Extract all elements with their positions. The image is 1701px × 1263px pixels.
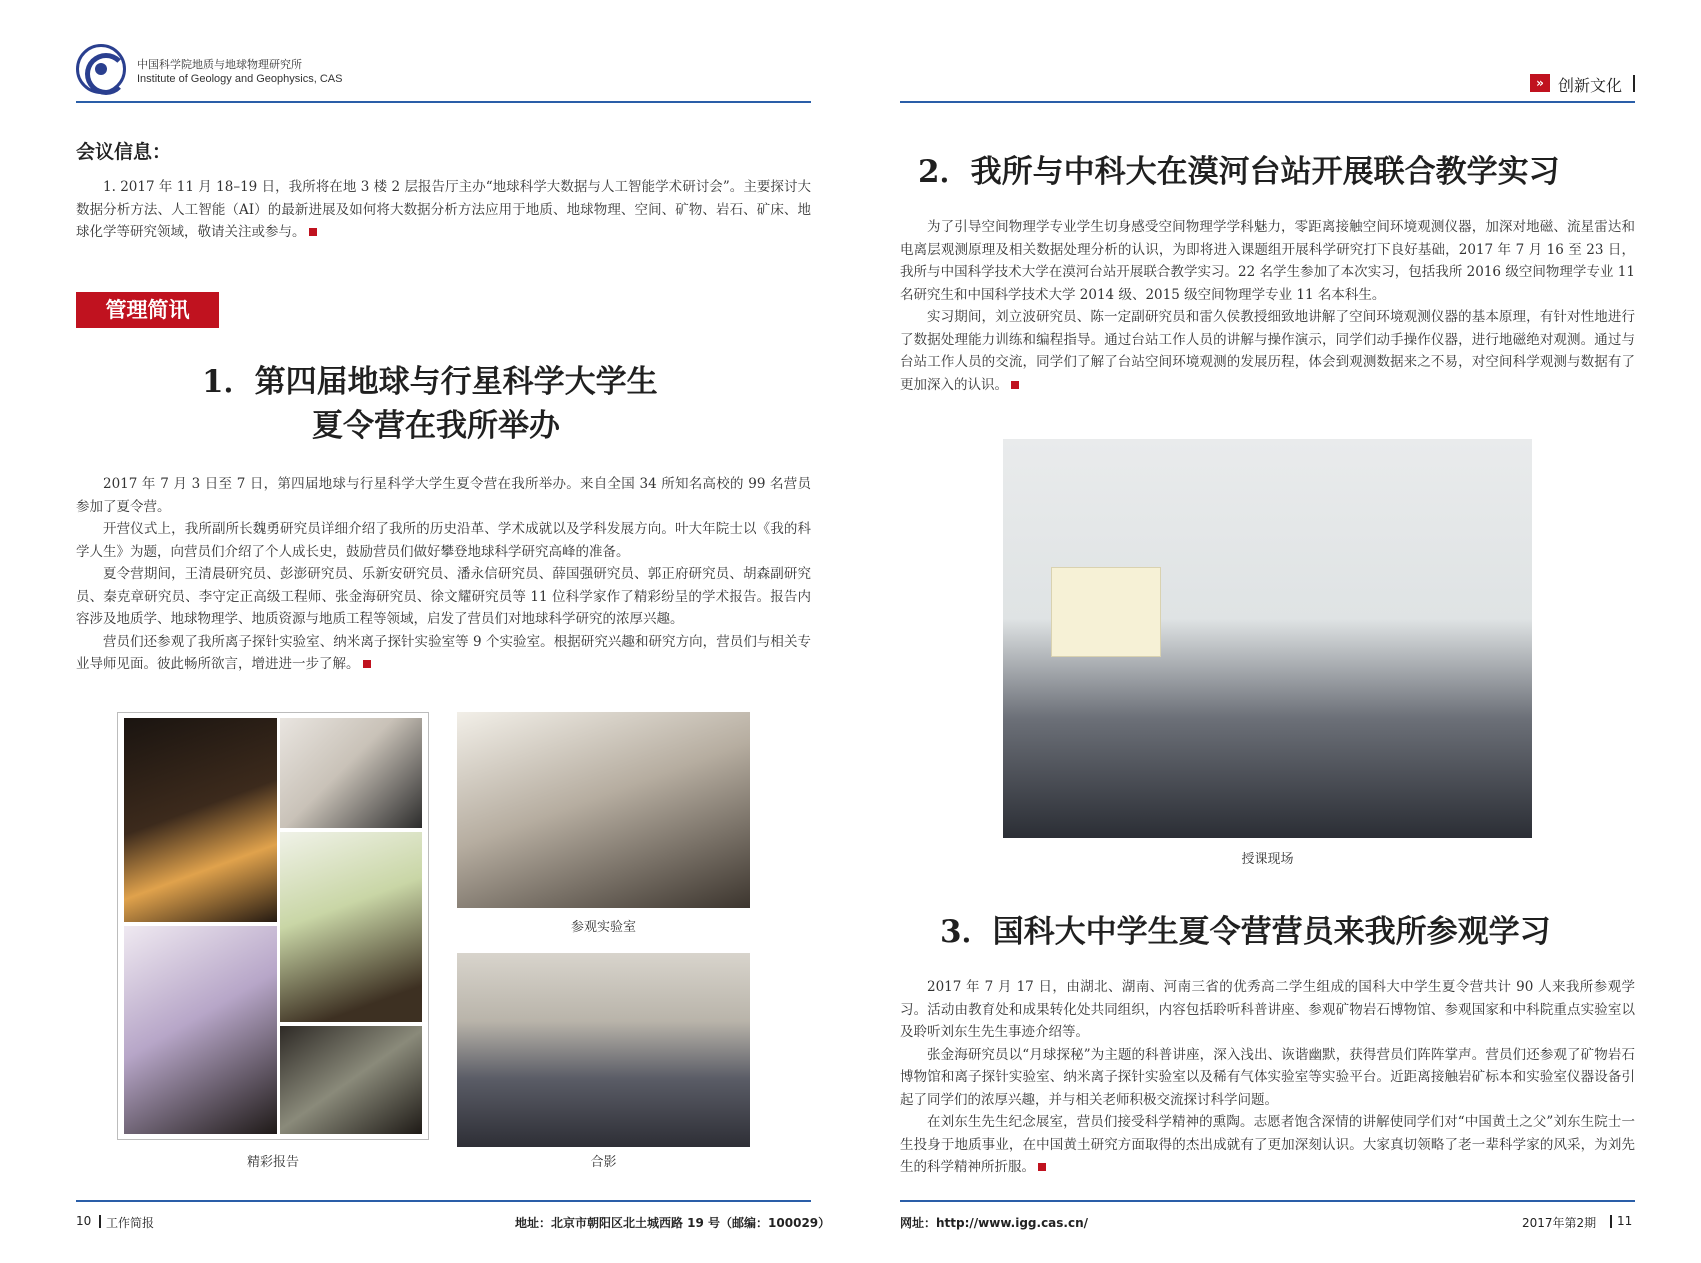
projector-screen xyxy=(1051,567,1161,657)
page-number-left: 10 xyxy=(76,1214,92,1228)
end-mark-icon xyxy=(363,660,371,668)
article3-paragraph: 2017 年 7 月 17 日，由湖北、湖南、河南三省的优秀高二学生组成的国科大中学生夏令营共计 90 人来我所参观学习。活动由教育处和成果转化处共同组织，内容包括聆听科普讲座、参观矿物岩石博物馆、参观国家和中科院重点实验室以及聆听刘东生先生事迹介绍等。 xyxy=(900,979,1635,1040)
article1-paragraph: 开营仪式上，我所副所长魏勇研究员详细介绍了我所的历史沿革、学术成就以及学科发展方向。叶大年院士以《我的科学人生》为题，向营员们介绍了个人成长史，鼓励营员们做好攀登地球科学研究高峰的准备。 xyxy=(76,521,811,560)
article3-title: 3．国科大中学生夏令营营员来我所参观学习 xyxy=(940,914,1551,950)
footer-website: 网址：http://www.igg.cas.cn/ xyxy=(900,1216,1089,1230)
page-number-right: 11 xyxy=(1617,1214,1633,1228)
group-photo xyxy=(457,953,750,1147)
article2-title: 2．我所与中科大在漠河台站开展联合教学实习 xyxy=(918,154,1560,190)
meeting-text xyxy=(76,176,811,244)
meeting-heading: 会议信息： xyxy=(76,141,172,163)
footer-divider xyxy=(99,1215,101,1228)
article1-paragraph: 夏令营期间，王清晨研究员、彭澎研究员、乐新安研究员、潘永信研究员、薛国强研究员、郭正府研究员、胡森副研究员、秦克章研究员、李守定正高级工程师、张金海研究员、徐文耀研究员等 11 位科学家作了精彩纷呈的学术报告。报告内容涉及地质学、地球物理学、地质资源与地质工程等领域，启发了营员们对地球科学研究的浓厚兴趣。 xyxy=(76,566,811,627)
article1-paragraph: 营员们还参观了我所离子探针实验室、纳米离子探针实验室等 9 个实验室。根据研究兴趣和研究方向，营员们与相关专业导师见面。彼此畅所欲言，增进进一步了解。 xyxy=(76,633,811,672)
article2-body xyxy=(900,216,1635,396)
report-photo xyxy=(124,926,277,1134)
double-chevron-icon: » xyxy=(1530,74,1550,92)
article3-body xyxy=(900,976,1635,1179)
caption-classroom: 授课现场 xyxy=(1241,852,1294,867)
org-name-cn: 中国科学院地质与地球物理研究所 xyxy=(137,58,302,71)
report-photo xyxy=(124,718,277,922)
article1-paragraph: 2017 年 7 月 3 日至 7 日，第四届地球与行星科学大学生夏令营在我所举办。来自全国 34 所知名高校的 99 名营员参加了夏令营。 xyxy=(76,476,811,515)
section-label: 创新文化 xyxy=(1558,76,1623,95)
lab-visit-photo xyxy=(457,712,750,908)
article1-title-line1: 1．第四届地球与行星科学大学生 xyxy=(202,364,658,400)
article2-paragraph: 实习期间，刘立波研究员、陈一定副研究员和雷久侯教授细致地讲解了空间环境观测仪器的基本原理，有针对性地进行了数据处理能力训练和编程指导。通过台站工作人员的讲解与操作演示，同学们动手操作仪器，进行地磁绝对观测。通过与台站工作人员的交流，同学们了解了台站空间环境观测的发展历程，体会到观测数据来之不易，对空间科学观测与数据有了更加深入的认识。 xyxy=(900,309,1635,393)
article3-paragraph: 张金海研究员以“月球探秘”为主题的科普讲座，深入浅出、诙谐幽默，获得营员们阵阵掌声。营员们还参观了矿物岩石博物馆和离子探针实验室、纳米离子探针实验室以及稀有气体实验室等实验平台。近距离接触岩矿标本和实验室仪器设备引起了同学们的浓厚兴趣，并与相关老师积极交流探讨科学问题。 xyxy=(900,1046,1635,1108)
institute-logo-icon xyxy=(76,44,126,94)
report-photo xyxy=(280,1026,422,1134)
caption-lab: 参观实验室 xyxy=(570,920,636,935)
report-photo xyxy=(280,832,422,1022)
article3-paragraph: 在刘东生先生纪念展室，营员们接受科学精神的熏陶。志愿者饱含深情的讲解使同学们对“中国黄土之父”刘东生院士一生投身于地质事业，在中国黄土研究方面取得的杰出成就有了更加深刻认识。大家真切领略了老一辈科学家的风采，为刘先生的科学精神所折服。 xyxy=(900,1114,1635,1175)
article1-body xyxy=(76,473,811,676)
issue-label: 2017年第2期 xyxy=(1522,1216,1597,1230)
report-photo xyxy=(280,718,422,828)
section-badge: 管理简讯 xyxy=(76,292,219,328)
header-rule-right xyxy=(900,101,1635,103)
meeting-paragraph: 1. 2017 年 11 月 18–19 日，我所将在地 3 楼 2 层报告厅主办“地球科学大数据与人工智能学术研讨会”。主要探讨大数据分析方法、人工智能（AI）的最新进展及如何将大数据分析方法应用于地质、地球物理、空间、矿物、岩石、矿床、地球化学等研究领域，敬请关注或参与。 xyxy=(76,179,811,240)
footer-divider xyxy=(1610,1215,1612,1228)
end-mark-icon xyxy=(309,228,317,236)
footer-address: 地址：北京市朝阳区北土城西路 19 号（邮编：100029） xyxy=(515,1216,831,1230)
caption-group: 合影 xyxy=(590,1155,617,1170)
footer-rule-left xyxy=(76,1200,811,1202)
end-mark-icon xyxy=(1011,381,1019,389)
article1-title-line2: 夏令营在我所举办 xyxy=(312,408,560,444)
section-divider xyxy=(1633,75,1635,92)
publication-title: 工作简报 xyxy=(106,1216,155,1230)
footer-rule-right xyxy=(900,1200,1635,1202)
end-mark-icon xyxy=(1038,1163,1046,1171)
caption-reports: 精彩报告 xyxy=(246,1155,299,1170)
header-rule-left xyxy=(76,101,811,103)
article2-paragraph: 为了引导空间物理学专业学生切身感受空间物理学学科魅力，零距离接触空间环境观测仪器，加深对地磁、流星雷达和电离层观测原理及相关数据处理分析的认识，为即将进入课题组开展科学研究打下良好基础，2017 年 7 月 16 至 23 日，我所与中国科学技术大学在漠河台站开展联合教学实习。22 名学生参加了本次实习，包括我所 2016 级空间物理学专业 11 名研究生和中国科学技术大学 2014 级、2015 级空间物理学专业 11 名本科生。 xyxy=(900,219,1635,303)
org-name-en: Institute of Geology and Geophysics, CAS xyxy=(137,73,343,85)
